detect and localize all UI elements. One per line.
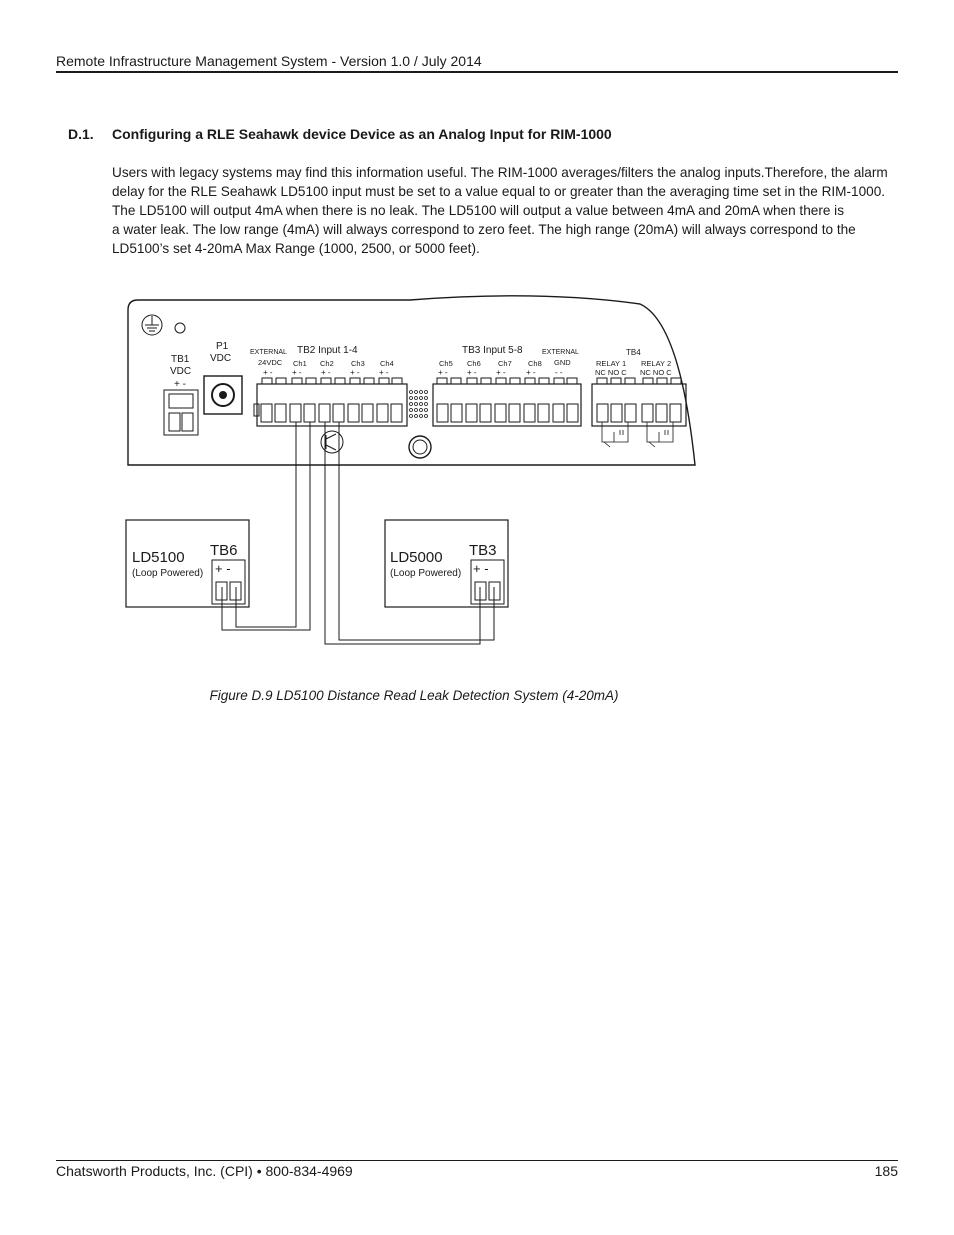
ld5000-note: (Loop Powered) [390,568,462,579]
tb4-terminals [597,378,681,422]
relay1-contacts: NC NO C [595,368,627,377]
footer-rule [56,1160,898,1161]
relay2-label: RELAY 2 [641,359,672,368]
paragraph-line: a water leak. The low range (4mA) will always correspond to zero feet. The high range (20mA) will always correspond to the [112,222,856,237]
tb3-input-label: TB3 Input 5-8 [462,345,523,356]
ch2-label: Ch2 [320,359,334,368]
ch7-label: Ch7 [498,359,512,368]
tb4-label: TB4 [626,348,641,357]
jumper-pins [410,391,428,418]
paragraph-line: delay for the RLE Seahawk LD5100 input must be set to a value equal to or greater than the averaging time set in the RIM-1000. [112,184,886,199]
body-paragraph [112,163,888,258]
tb4-terminal-block [592,384,686,426]
tb3-device-polarity: + - [473,561,489,576]
led-indicator [175,323,185,333]
ch6-label: Ch6 [467,359,481,368]
transistor-icon [321,431,343,453]
tb1-vdc-label: VDC [170,366,192,377]
header-rule [56,71,898,73]
paragraph-line: The LD5100 will output 4mA when there is no leak. The LD5100 will output a value between 4mA and 20mA when there is [112,203,844,218]
svg-text:+ -: + - [467,368,477,377]
reset-button-icon [409,436,431,458]
v24-label: 24VDC [258,358,283,367]
figure-caption [0,688,954,703]
ld5100-note: (Loop Powered) [132,568,204,579]
ld5000-name: LD5000 [390,549,443,566]
svg-text:+ -: + - [350,368,360,377]
ld5000-block-label: TB3 [469,542,497,559]
tb1-polarity: + - [174,379,186,390]
ground-icon [142,315,162,335]
tb6-polarity: + - [215,561,231,576]
footer-company: Chatsworth Products, Inc. (CPI) • 800-834-4969 [56,1163,353,1179]
section-title: Configuring a RLE Seahawk device Device as an Analog Input for RIM-1000 [112,126,612,142]
ld5100-name: LD5100 [132,549,185,566]
tb2-terminals [254,378,402,422]
ch5-label: Ch5 [439,359,453,368]
wires [222,422,494,644]
ch3-label: Ch3 [351,359,365,368]
running-header: Remote Infrastructure Management System - Version 1.0 / July 2014 [56,53,482,69]
relay2-contacts: NC NO C [640,368,672,377]
svg-text:+ -: + - [321,368,331,377]
tb1-label: TB1 [171,354,190,365]
svg-text:+ -: + - [496,368,506,377]
svg-text:+ -: + - [438,368,448,377]
p1-label: P1 [216,341,229,352]
tb3-terminal-block [433,384,581,426]
tb2-polarity-row [263,368,389,377]
figure-caption-text: Figure D.9 LD5100 Distance Read Leak Detection System (4-20mA) [209,688,619,703]
paragraph-line: Users with legacy systems may find this information useful. The RIM-1000 averages/filters the analog inputs.Therefore, the alarm [112,165,888,180]
external-label-left: EXTERNAL [250,349,287,356]
svg-text:+ -: + - [526,368,536,377]
section-number: D.1. [68,126,94,142]
svg-text:+ -: + - [292,368,302,377]
relay1-label: RELAY 1 [596,359,627,368]
ch8-label: Ch8 [528,359,542,368]
wiring-diagram [120,292,700,652]
tb3-terminals [437,378,578,422]
tb2-terminal-block [257,384,407,426]
p1-vdc-label: VDC [210,353,232,364]
ch1-label: Ch1 [293,359,307,368]
paragraph-line: LD5100’s set 4-20mA Max Range (1000, 2500, or 5000 feet). [112,241,480,256]
svg-text:+ -: + - [263,368,273,377]
svg-text:- -: - - [555,368,563,377]
ld5100-block-label: TB6 [210,542,238,559]
page-number: 185 [874,1163,898,1179]
external-label-right: EXTERNAL [542,349,579,356]
ch4-label: Ch4 [380,359,394,368]
svg-text:+ -: + - [379,368,389,377]
gnd-label: GND [554,358,571,367]
tb2-label: TB2 Input 1-4 [297,345,358,356]
tb3-polarity-row [438,368,563,377]
